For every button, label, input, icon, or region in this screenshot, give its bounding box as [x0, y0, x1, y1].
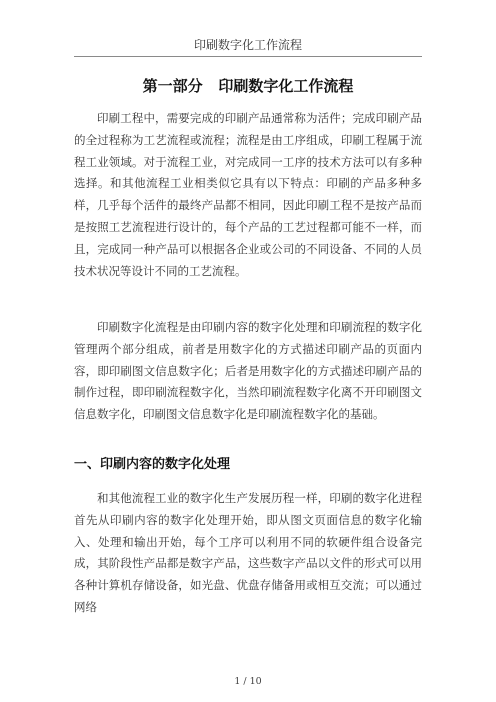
- body-paragraph-1: 印刷工程中，需要完成的印刷产品通常称为活件；完成印刷产品的全过程称为工艺流程或流程；流程是由工序组成，印刷工程属于流程工业领域。对于流程工业，对完成同一工序的技术方法可以有多种选择。和其他流程工业相类似它具有以下特点：印刷的产品多种多样，几乎每个活件的最终产品都不相同，因此印刷工程不是按产品而是按照工艺流程进行设计的，每个产品的工艺过程都可能不一样，而且，完成同一种产品可以根据各企业或公司的不同设备、不同的人员技术状况等设计不同的工艺流程。: [74, 111, 422, 278]
- page-title: 第一部分 印刷数字化工作流程: [142, 77, 354, 95]
- body-paragraph-2: 印刷数字化流程是由印刷内容的数字化处理和印刷流程的数字化管理两个部分组成，前者是用数字化的方式描述印刷产品的页面内容，即印刷图文信息数字化；后者是用数字化的方式描述印刷产品的制作过程，即印刷流程数字化，当然印刷流程数字化离不开印刷图文信息数字化，印刷图文信息数字化是印刷流程数字化的基础。: [74, 320, 422, 422]
- running-header: 印刷数字化工作流程: [193, 38, 302, 52]
- header-divider: [74, 56, 422, 57]
- section-heading: 一、印刷内容的数字化处理: [74, 457, 231, 472]
- page-number: 1 / 10: [234, 676, 262, 687]
- section-paragraph: 和其他流程工业的数字化生产发展历程一样，印刷的数字化进程首先从印刷内容的数字化处理开始，即从图文页面信息的数字化输入、处理和输出开始，每个工序可以利用不同的软硬件组合设备完成，其阶段性产品都是数字产品，这些数字产品以文件的形式可以用各种计算机存储设备，如光盘、优盘存储备用或相互交流；可以通过网络: [74, 491, 422, 614]
